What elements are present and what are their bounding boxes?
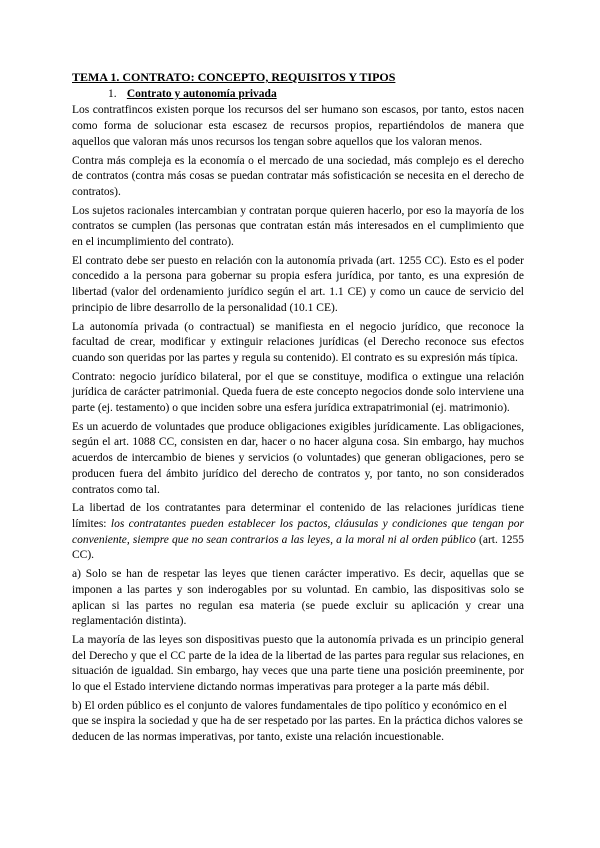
section-number: 1. — [108, 87, 117, 100]
section-title: Contrato y autonomía privada — [126, 87, 277, 100]
paragraph-imperative-laws: a) Solo se han de respetar las leyes que tienen carácter imperativo. Es decir, aquellas que se imponen a las partes y son inderogables por su voluntad. En cambio, las dispositivas solo se aplican si las partes no regulan esa materia (se puede excluir su aplicación y crear una reglamentación distinta). — [72, 568, 524, 628]
limits-intro: La libertad de los contratantes para determinar el contenido de las relaciones jurídicas tiene límites: — [72, 502, 524, 530]
limits-reference: (art. 1255 CC). — [72, 533, 524, 562]
paragraph-dispositive-laws: La mayoría de las leyes son dispositivas puesto que la autonomía privada es un principio general del Derecho y que el CC parte de la idea de la libertad de las partes para regular sus relaciones, en situación de igualdad. Sin embargo, hay veces que una parte tiene una posición preeminente, por lo que el Estado interviene dictando normas imperativas para proteger a la parte más débil. — [72, 633, 524, 694]
limits-quote: los contratantes pueden establecer los pactos, cláusulas y condiciones que tengan por conveniente, siempre que no sean contrarios a las leyes, a la moral ni al orden público — [72, 517, 525, 546]
paragraph-legal-business: La autonomía privada (o contractual) se manifiesta en el negocio jurídico, que reconoce la facultad de crear, modificar y extinguir relaciones jurídicas (el Derecho reconoce sus efectos cuando son queridas por las partes y regula su contenido). El contrato es su expresión más típica. — [72, 320, 524, 364]
paragraph-private-autonomy: El contrato debe ser puesto en relación con la autonomía privada (art. 1255 CC). Esto es el poder concedido a la persona para gobernar su propia esfera jurídica, por tanto, es una expresión de libertad (valor del ordenamiento jurídico según el art. 1.1 CE) y como un cauce de servicio del principio de libre desarrollo de la personalidad (10.1 CE). — [72, 254, 524, 314]
section-heading — [72, 87, 524, 103]
paragraph-contract-definition: Contrato: negocio jurídico bilateral, por el que se constituye, modifica o extingue una relación jurídica de carácter patrimonial. Queda fuera de este concepto negocios donde solo interviene una parte (ej. testamento) o que inciden sobre una esfera jurídica extrapatrimonial (ej. matrimonio). — [72, 370, 524, 415]
paragraph-limits — [72, 501, 524, 564]
paragraph-public-order: b) El orden público es el conjunto de valores fundamentales de tipo político y económico en el que se inspira la sociedad y que ha de ser respetado por las partes. En la práctica dichos valores se deducen de las normas imperativas, por tanto, existe una relación incuestionable. — [72, 699, 523, 744]
paragraph-resources: Los contratfincos existen porque los recursos del ser humano son escasos, por tanto, estos nacen como forma de solucionar esta escasez de recursos propios, repartiéndolos de manera que aquellos que valoran más unos recursos los tengan sobre aquellos que los valoran menos. — [72, 104, 524, 148]
document-title: TEMA 1. CONTRATO: CONCEPTO, REQUISITOS Y TIPOS — [72, 70, 396, 84]
paragraph-economy: Contra más compleja es la economía o el mercado de una sociedad, más complejo es el derecho de contratos (contra más cosas se puedan contratar más sofisticación se necesita en el derecho de contratos). — [72, 154, 524, 198]
paragraph-agreement: Es un acuerdo de voluntades que produce obligaciones exigibles jurídicamente. Las obligaciones, según el art. 1088 CC, consisten en dar, hacer o no hacer alguna cosa. Sin embargo, hay muchos acuerdos de intercambio de bienes y servicios (o voluntades) que generan obligaciones, pero se producen fuera del ámbito jurídico del derecho de contratos y, por tanto, no son considerados contratos como tal. — [72, 420, 524, 496]
paragraph-rational-subjects: Los sujetos racionales intercambian y contratan porque quieren hacerlo, por eso la mayoría de los contratos se cumplen (las personas que contratan están más interesados en el cumplimiento que en el incumplimiento del contrato). — [72, 204, 524, 249]
